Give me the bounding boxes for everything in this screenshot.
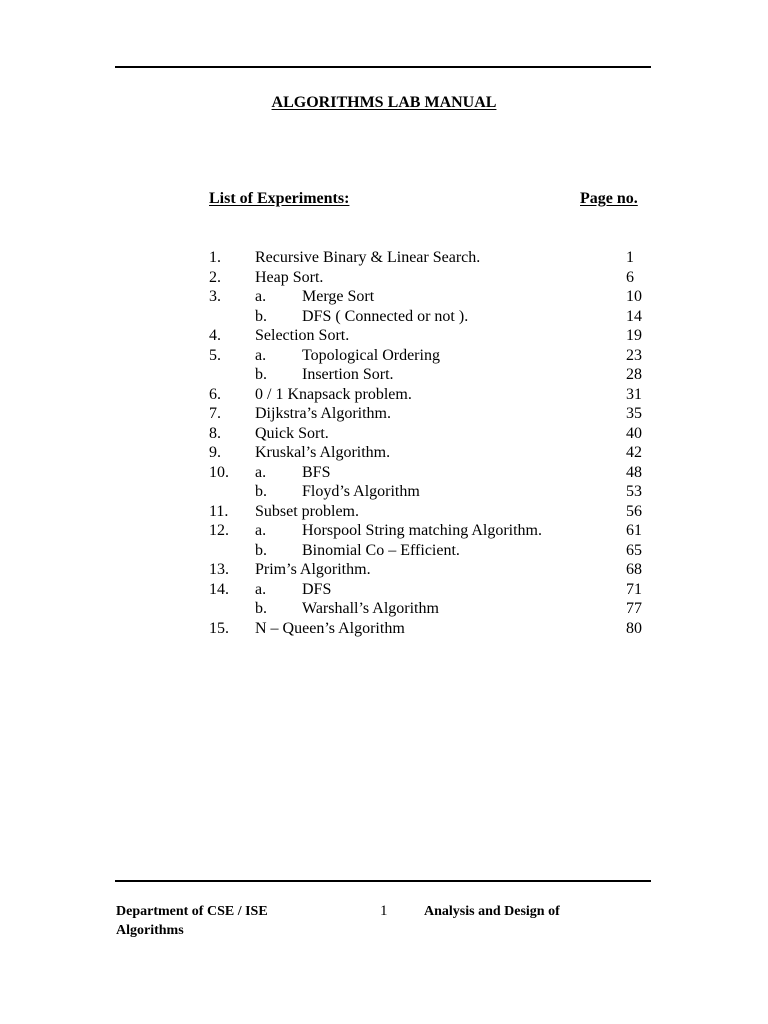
- experiment-page: 48: [626, 463, 642, 481]
- experiment-title: Kruskal’s Algorithm.: [255, 444, 391, 461]
- experiment-sub-letter: b.: [255, 366, 267, 383]
- experiment-title: Insertion Sort.: [302, 366, 394, 383]
- experiment-number: 6.: [209, 385, 221, 403]
- experiment-sub-letter: a.: [255, 463, 267, 481]
- experiment-title: Warshall’s Algorithm: [302, 600, 439, 617]
- experiment-sub-letter: b.: [255, 483, 267, 500]
- experiment-page: 65: [626, 541, 642, 559]
- experiment-page: 80: [626, 619, 642, 637]
- experiment-number: 7.: [209, 405, 221, 422]
- experiment-page: 61: [626, 522, 642, 539]
- experiment-sub-letter: b.: [255, 600, 267, 617]
- experiment-title: Binomial Co – Efficient.: [302, 541, 460, 559]
- experiment-number: 15.: [209, 619, 229, 637]
- experiment-row: [0, 287, 768, 307]
- experiment-title: DFS ( Connected or not ).: [302, 307, 469, 325]
- experiment-number: 9.: [209, 444, 221, 461]
- experiment-title: DFS: [302, 580, 332, 598]
- experiment-number: 12.: [209, 522, 229, 539]
- document-title: [0, 94, 768, 112]
- experiment-title: Selection Sort.: [255, 327, 350, 344]
- experiment-row: [0, 424, 768, 444]
- experiment-number: 5.: [209, 346, 221, 364]
- experiment-page: 14: [626, 307, 642, 325]
- experiment-title: Topological Ordering: [302, 346, 440, 364]
- page-no-heading: Page no.: [580, 190, 638, 207]
- experiment-row: [0, 463, 768, 483]
- experiment-number: 3.: [209, 288, 221, 305]
- experiment-number: 2.: [209, 268, 221, 286]
- list-of-experiments-heading: List of Experiments:: [209, 190, 350, 207]
- experiment-row: [0, 482, 768, 502]
- experiment-page: 71: [626, 580, 642, 598]
- experiment-row: [0, 599, 768, 619]
- experiment-sub-letter: a.: [255, 288, 267, 305]
- footer-course-line2: Algorithms: [116, 923, 184, 938]
- experiment-title: Recursive Binary & Linear Search.: [255, 249, 481, 266]
- experiment-page: 53: [626, 483, 642, 500]
- experiment-number: 13.: [209, 561, 229, 578]
- experiment-sub-letter: a.: [255, 346, 267, 364]
- experiment-row: [0, 365, 768, 385]
- experiment-title: Subset problem.: [255, 502, 359, 520]
- footer-page-number: 1: [380, 903, 388, 919]
- experiment-title: 0 / 1 Knapsack problem.: [255, 385, 412, 403]
- experiment-sub-letter: b.: [255, 541, 267, 559]
- experiment-number: 11.: [209, 502, 229, 520]
- experiment-title: Quick Sort.: [255, 424, 329, 442]
- experiment-page: 28: [626, 366, 642, 383]
- experiment-page: 56: [626, 502, 642, 520]
- experiment-row: [0, 619, 768, 639]
- experiment-title: Horspool String matching Algorithm.: [302, 522, 542, 539]
- experiment-row: [0, 326, 768, 346]
- header-rule: [115, 66, 651, 68]
- experiment-number: 1.: [209, 249, 221, 266]
- experiment-title: Merge Sort: [302, 288, 375, 305]
- experiment-page: 42: [626, 444, 642, 461]
- document-title-text: ALGORITHMS LAB MANUAL: [271, 94, 497, 111]
- experiment-number: 4.: [209, 327, 221, 344]
- experiment-row: [0, 268, 768, 288]
- experiment-row: [0, 502, 768, 522]
- experiment-title: Floyd’s Algorithm: [302, 483, 420, 500]
- experiment-page: 6: [626, 268, 634, 286]
- experiments-list: [0, 248, 768, 638]
- experiment-page: 40: [626, 424, 642, 442]
- experiment-title: N – Queen’s Algorithm: [255, 619, 405, 637]
- experiment-sub-letter: b.: [255, 307, 267, 325]
- experiment-page: 68: [626, 561, 642, 578]
- footer-rule: [115, 880, 651, 882]
- experiment-row: [0, 443, 768, 463]
- experiment-page: 35: [626, 405, 642, 422]
- experiment-title: BFS: [302, 463, 331, 481]
- experiment-title: Dijkstra’s Algorithm.: [255, 405, 391, 422]
- experiment-number: 10.: [209, 463, 229, 481]
- experiment-row: [0, 521, 768, 541]
- experiment-row: [0, 346, 768, 366]
- experiment-page: 31: [626, 385, 642, 403]
- experiment-sub-letter: a.: [255, 522, 267, 539]
- experiment-sub-letter: a.: [255, 580, 267, 598]
- experiment-row: [0, 541, 768, 561]
- experiment-title: Heap Sort.: [255, 268, 324, 286]
- experiment-page: 19: [626, 327, 642, 344]
- footer-course-line1: Analysis and Design of: [424, 904, 560, 919]
- experiment-row: [0, 307, 768, 327]
- experiment-row: [0, 404, 768, 424]
- experiment-row: [0, 385, 768, 405]
- experiment-page: 23: [626, 346, 642, 364]
- experiment-page: 10: [626, 288, 642, 305]
- experiment-row: [0, 560, 768, 580]
- experiment-number: 14.: [209, 580, 229, 598]
- experiment-row: [0, 248, 768, 268]
- experiment-number: 8.: [209, 424, 221, 442]
- experiment-row: [0, 580, 768, 600]
- experiment-page: 77: [626, 600, 642, 617]
- experiment-page: 1: [626, 249, 634, 266]
- footer-department: Department of CSE / ISE: [116, 904, 268, 919]
- experiment-title: Prim’s Algorithm.: [255, 561, 371, 578]
